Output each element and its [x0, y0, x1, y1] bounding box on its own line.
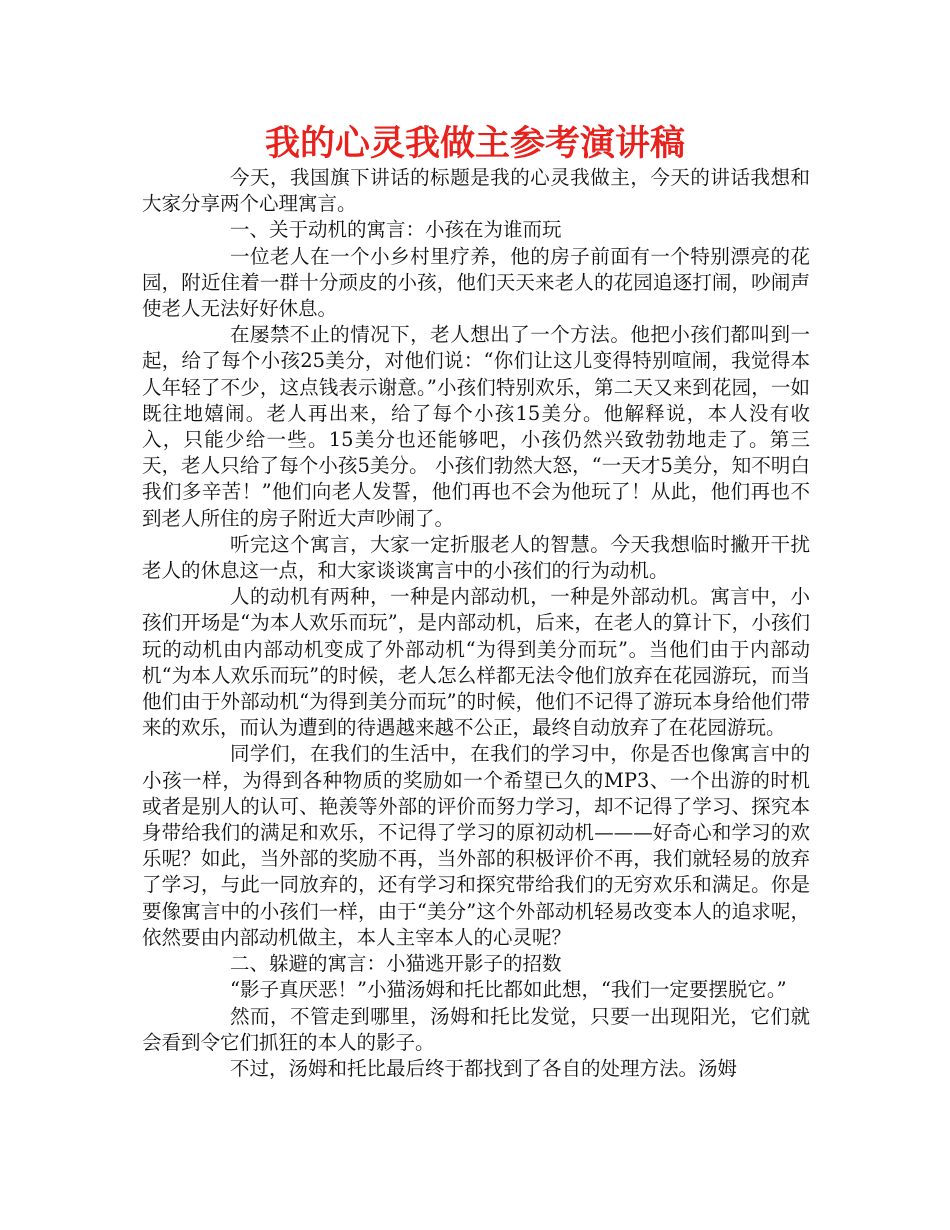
page-title: 我的心灵我做主参考演讲稿 — [264, 124, 685, 164]
paragraph: 同学们，在我们的生活中，在我们的学习中，你是否也像寓言中的小孩一样，为得到各种物质的奖励如一个希望已久的MP3、一个出游的时机或者是别人的认可、艳羡等外部的评价而努力学习，却不记得了学习、探究本身带给我们的满足和欢乐，不记得了学习的原初动机———好奇心和学习的欢乐呢？如此，当外部的奖励不再，当外部的积极评价不再，我们就轻易的放弃了学习，与此一同放弃的，还有学习和探究带给我们的无穷欢乐和满足。你是要像寓言中的小孩们一样，由于“美分”这个外部动机轻易改变本人的追求呢，依然要由内部动机做主，本人主宰本人的心灵呢？ — [142, 742, 810, 949]
section-heading-1: 一、关于动机的寓言：小孩在为谁而玩 — [230, 218, 562, 242]
paragraph: 在屡禁不止的情况下，老人想出了一个方法。他把小孩们都叫到一起，给了每个小孩25美分，对他们说：“你们让这儿变得特别喧闹，我觉得本人年轻了不少，这点钱表示谢意。”小孩们特别欢乐，第二天又来到花园，一如既往地嬉闹。老人再出来，给了每个小孩15美分。他解释说，本人没有收入，只能少给一些。15美分也还能够吧，小孩仍然兴致勃勃地走了。第三天，老人只给了每个小孩5美分。 小孩们勃然大怒，“一天才5美分，知不明白我们多辛苦！”他们向老人发誓，他们再也不会为他玩了！从此，他们再也不到老人所住的房子附近大声吵闹了。 — [142, 323, 810, 530]
paragraph: 人的动机有两种，一种是内部动机，一种是外部动机。寓言中，小孩们开场是“为本人欢乐而玩”，是内部动机，后来，在老人的算计下，小孩们玩的动机由内部动机变成了外部动机“为得到美分而玩”。当他们由于内部动机“为本人欢乐而玩”的时候，老人怎么样都无法令他们放弃在花园游玩，而当他们由于外部动机“为得到美分而玩”的时候，他们不记得了游玩本身给他们带来的欢乐，而认为遭到的待遇越来越不公正，最终自动放弃了在花园游玩。 — [142, 585, 810, 740]
paragraph: “影子真厌恶！”小猫汤姆和托比都如此想，“我们一定要摆脱它。” — [230, 978, 787, 1002]
paragraph: 一位老人在一个小乡村里疗养，他的房子前面有一个特别漂亮的花园，附近住着一群十分顽皮的小孩，他们天天来老人的花园追逐打闹，吵闹声使老人无法好好休息。 — [142, 244, 810, 321]
paragraph: 听完这个寓言，大家一定折服老人的智慧。今天我想临时撇开干扰老人的休息这一点，和大家谈谈寓言中的小孩们的行为动机。 — [142, 532, 810, 583]
section-heading-2: 二、躲避的寓言：小猫逃开影子的招数 — [230, 952, 562, 976]
paragraph: 不过，汤姆和托比最后终于都找到了各自的处理方法。汤姆 — [230, 1056, 738, 1080]
paragraph-intro: 今天，我国旗下讲话的标题是我的心灵我做主，今天的讲话我想和大家分享两个心理寓言。 — [142, 166, 810, 216]
document-body — [142, 165, 810, 1082]
paragraph: 然而，不管走到哪里，汤姆和托比发觉，只要一出现阳光，它们就会看到令它们抓狂的本人的影子。 — [142, 1004, 810, 1054]
